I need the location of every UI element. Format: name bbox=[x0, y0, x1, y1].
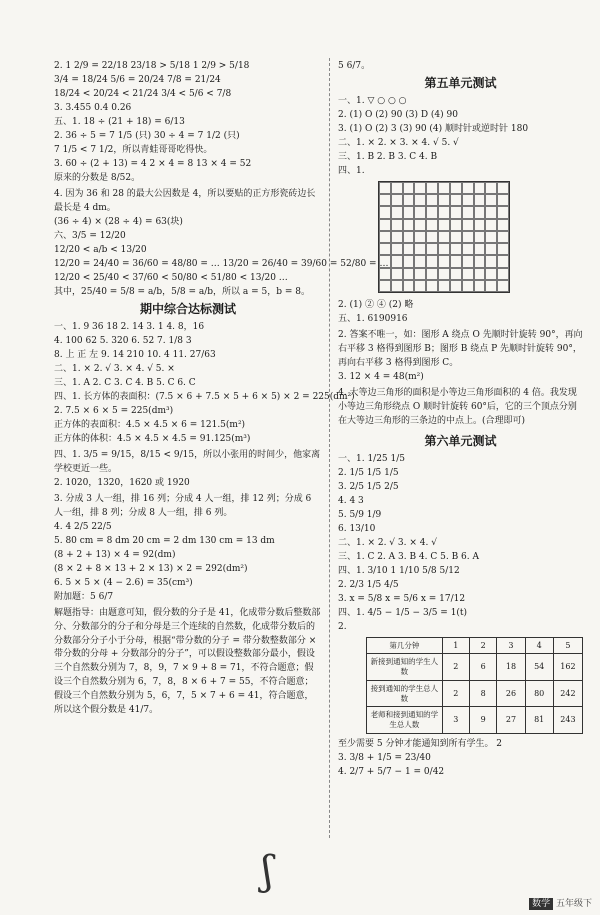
answer-line: 2. 1020，1320，1620 或 1920 bbox=[54, 477, 190, 488]
column-divider bbox=[329, 58, 330, 838]
answer-line: 2. 1 2/9 = 22/18 23/18 > 5/18 1 2/9 > 5/18 bbox=[54, 61, 250, 71]
answer-line: 4. 大等边三角形的面积是小等边三角形面积的 4 倍。我发现小等边三角形绕点 O 顺时针旋转 60°后，它的三个顶点分别在大等边三角形的三条边的中点上。(合理即可) bbox=[338, 387, 577, 426]
answer-line: 2. (1) O (2) 90 (3) D (4) 90 bbox=[338, 110, 458, 120]
table-header-cell: 5 bbox=[553, 637, 582, 654]
table-row-label: 老师和接到通知的学生总人数 bbox=[367, 707, 443, 734]
answer-line: 解题指导：由题意可知，假分数的分子是 41，化成带分数后整数部分、分数部分的分子和分母是三个连续的自然数，化成带分数后的分数部分分子小于分母，根据“带分数的分子 = 带分数整数部分 × 带分数的分母 + 分数部分的分子”，可以假设整数部分最小，假设三个自然数分别为 7，8，9，7 × 9 + 8 = 71，不符合题意；假设三个自然数分别为 6，7，8，8 × 6 + 7 = 55，不符合题意；假设三个自然数分别为 5，6，7，5 × 7 + 6 = 41，符合题意，所以这个假分数是 41/7。 bbox=[54, 607, 321, 716]
answer-line: 其中，25/40 = 5/8 = a/b，5/8 = a/b，所以 a = 5，b = 8。 bbox=[54, 286, 310, 297]
answer-line: 3. 3/8 + 1/5 = 23/40 bbox=[338, 752, 431, 763]
answer-line: 五、1. 6190916 bbox=[338, 314, 408, 324]
table-cell: 80 bbox=[525, 680, 553, 707]
answer-line: 四、1. bbox=[338, 166, 365, 176]
answer-line: 三、1. B 2. B 3. C 4. B bbox=[338, 152, 438, 162]
section-heading: 第五单元测试 bbox=[424, 76, 497, 90]
table-cell: 54 bbox=[525, 654, 553, 681]
answer-line: 2. (1) ② ④ (2) 略 bbox=[338, 300, 414, 310]
table-cell: 162 bbox=[553, 654, 582, 681]
table-row bbox=[367, 707, 583, 734]
answer-line: 4. 2/7 + 5/7 − 1 = 0/42 bbox=[338, 766, 445, 777]
answer-line: 2. 答案不唯一，如：图形 A 绕点 O 先顺时针旋转 90°，再向右平移 3 格得到图形 B；图形 B 绕点 P 先顺时针旋转 90°，再向右平移 3 格得到图形 C。 bbox=[338, 330, 583, 368]
answer-line: 3. 60 ÷ (2 + 13) = 4 2 × 4 = 8 13 × 4 = 52 bbox=[54, 159, 252, 169]
answer-line: 12/20 < a/b < 13/20 bbox=[54, 244, 147, 255]
footer-grade: 五年级下 bbox=[555, 899, 592, 909]
table-cell: 8 bbox=[470, 680, 497, 707]
table-row-label: 接到通知的学生总人数 bbox=[367, 680, 443, 707]
answer-line: (8 + 2 + 13) × 4 = 92(dm) bbox=[54, 549, 176, 560]
answer-line: 2. 1/5 1/5 1/5 bbox=[338, 467, 399, 478]
table-cell: 3 bbox=[442, 707, 469, 734]
table-cell: 6 bbox=[470, 654, 497, 681]
handwritten-mark: ʃ bbox=[262, 848, 273, 894]
answer-line: 原来的分数是 8/52。 bbox=[54, 173, 141, 183]
answer-line: 12/20 < 25/40 < 37/60 < 50/80 < 51/80 < 13/20 … bbox=[54, 272, 288, 283]
answer-line: 3. 分成 3 人一组，排 16 列；分成 4 人一组，排 12 列；分成 6 人一组，排 8 列；分成 8 人一组，排 6 列。 bbox=[54, 493, 312, 518]
answer-line: 至少需要 5 分钟才能通知到所有学生。 2 bbox=[338, 738, 503, 749]
answer-line: (8 × 2 + 8 × 13 + 2 × 13) × 2 = 292(dm²) bbox=[54, 563, 248, 574]
answer-line: 二、1. × 2. √ 3. × 4. √ bbox=[338, 537, 437, 548]
table-cell: 242 bbox=[553, 680, 582, 707]
table-row bbox=[367, 654, 583, 681]
answer-line: 2. 2/3 1/5 4/5 bbox=[338, 579, 399, 590]
answer-line: 附加题：5 6/7 bbox=[54, 591, 114, 602]
answer-line: 18/24 < 20/24 < 21/24 3/4 < 5/6 < 7/8 bbox=[54, 89, 232, 99]
answer-line: 12/20 = 24/40 = 36/60 = 48/80 = … 13/20 = 26/40 = 39/60 = 52/80 = … bbox=[54, 258, 389, 269]
answer-line: 4. 因为 36 和 28 的最大公因数是 4，所以要贴的正方形瓷砖边长最长是 4 dm。 bbox=[54, 189, 316, 213]
answer-line: 3/4 = 18/24 5/6 = 20/24 7/8 = 21/24 bbox=[54, 75, 221, 85]
right-column bbox=[338, 62, 583, 782]
answer-line: 5 6/7。 bbox=[338, 61, 371, 71]
section-heading: 期中综合达标测试 bbox=[139, 301, 236, 316]
rotation-grid-figure bbox=[378, 181, 510, 293]
answer-line: 三、1. A 2. C 3. C 4. B 5. C 6. C bbox=[54, 377, 196, 388]
section-heading: 第六单元测试 bbox=[424, 433, 497, 448]
answer-line: 2. bbox=[338, 621, 347, 632]
page-footer bbox=[529, 896, 592, 909]
table-header-cell: 4 bbox=[525, 637, 553, 654]
answer-line: 五、1. 18 ÷ (21 + 18) = 6/13 bbox=[54, 117, 185, 127]
table-header-label: 第几分钟 bbox=[367, 637, 443, 654]
answer-line: 正方体的体积：4.5 × 4.5 × 4.5 = 91.125(m³) bbox=[54, 433, 251, 444]
answer-line: 4. 4 3 bbox=[338, 495, 364, 506]
answer-line: 3. 3.455 0.4 0.26 bbox=[54, 103, 132, 113]
notification-table bbox=[366, 637, 583, 734]
table-cell: 81 bbox=[525, 707, 553, 734]
table-cell: 243 bbox=[553, 707, 582, 734]
answer-line: 6. 13/10 bbox=[338, 523, 376, 534]
table-cell: 18 bbox=[497, 654, 525, 681]
answer-line: 二、1. × 2. × 3. × 4. √ 5. √ bbox=[338, 138, 459, 148]
answer-line: 三、1. C 2. A 3. B 4. C 5. B 6. A bbox=[338, 551, 479, 562]
answer-line: 7 1/5 < 7 1/2，所以青蛙哥哥吃得快。 bbox=[54, 145, 213, 155]
answer-line: 正方体的表面积：4.5 × 4.5 × 6 = 121.5(m²) bbox=[54, 419, 246, 430]
answer-line: 3. (1) O (2) 3 (3) 90 (4) 顺时针或逆时针 180 bbox=[338, 124, 529, 134]
table-cell: 9 bbox=[470, 707, 497, 734]
answer-line: 四、1. 3/5 = 9/15，8/15 < 9/15，所以小张用的时间少，他家离学校更近一些。 bbox=[54, 449, 321, 474]
answer-line: 3. 12 × 4 = 48(m²) bbox=[338, 371, 424, 382]
answer-line: 5. 80 cm = 8 dm 20 cm = 2 dm 130 cm = 13 dm bbox=[54, 535, 275, 546]
table-cell: 26 bbox=[497, 680, 525, 707]
table-header-cell: 1 bbox=[442, 637, 469, 654]
table-row bbox=[367, 680, 583, 707]
answer-line: 3. x = 5/8 x = 5/6 x = 17/12 bbox=[338, 593, 466, 604]
table-cell: 27 bbox=[497, 707, 525, 734]
answer-line: 8. 上 正 左 9. 14 210 10. 4 11. 27/63 bbox=[54, 349, 216, 360]
answer-line: 六、3/5 = 12/20 bbox=[54, 230, 126, 241]
answer-line: 四、1. 4/5 − 1/5 − 3/5 = 1(t) bbox=[338, 607, 468, 618]
answer-line: 二、1. × 2. √ 3. × 4. √ 5. × bbox=[54, 363, 175, 374]
answer-line: 2. 36 ÷ 5 = 7 1/5 (只) 30 ÷ 4 = 7 1/2 (只) bbox=[54, 131, 240, 141]
table-row-label: 新接到通知的学生人数 bbox=[367, 654, 443, 681]
answer-line: 5. 5/9 1/9 bbox=[338, 509, 382, 520]
answer-line: 四、1. 3/10 1 1/10 5/8 5/12 bbox=[338, 565, 460, 576]
table-cell: 2 bbox=[442, 654, 469, 681]
answer-line: 四、1. 长方体的表面积：(7.5 × 6 + 7.5 × 5 + 6 × 5) × 2 = 225(dm²) bbox=[54, 391, 355, 402]
table-header-cell: 3 bbox=[497, 637, 525, 654]
answer-line: 一、1. 1/25 1/5 bbox=[338, 453, 406, 464]
answer-line: 4. 100 62 5. 320 6. 52 7. 1/8 3 bbox=[54, 335, 192, 346]
footer-subject: 数学 bbox=[529, 898, 553, 910]
answer-line: 3. 2/5 1/5 2/5 bbox=[338, 481, 399, 492]
answer-line: 一、1. ▽ ○ ○ ○ bbox=[338, 96, 407, 106]
table-header-cell: 2 bbox=[470, 637, 497, 654]
answer-line: 4. 4 2/5 22/5 bbox=[54, 521, 112, 532]
answer-line: (36 ÷ 4) × (28 ÷ 4) = 63(块) bbox=[54, 216, 183, 227]
answer-line: 一、1. 9 36 18 2. 14 3. 1 4. 8，16 bbox=[54, 321, 205, 332]
answer-line: 2. 7.5 × 6 × 5 = 225(dm³) bbox=[54, 405, 174, 416]
answer-line: 6. 5 × 5 × (4 − 2.6) = 35(cm³) bbox=[54, 577, 193, 588]
table-cell: 2 bbox=[442, 680, 469, 707]
